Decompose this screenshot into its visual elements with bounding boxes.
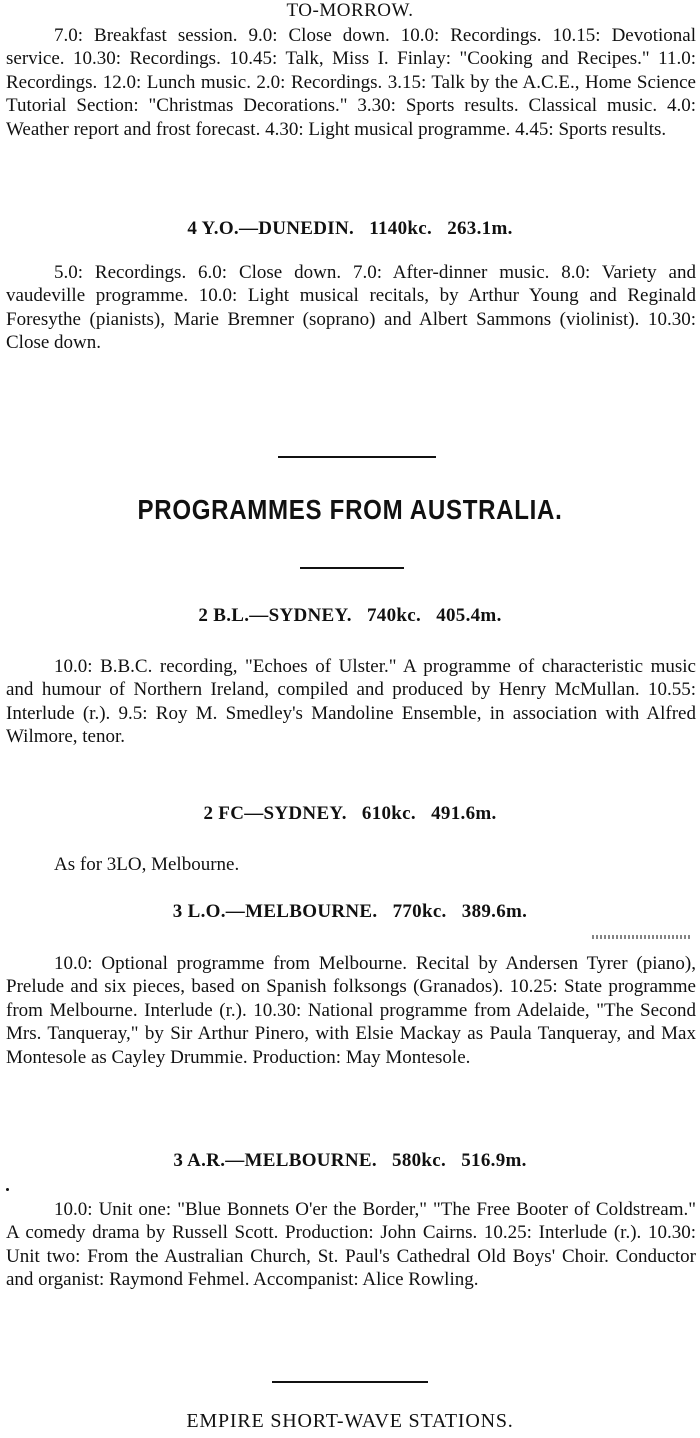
station-name: 2 FC—SYDNEY.: [203, 803, 347, 824]
3ar-schedule-paragraph: 10.0: Unit one: "Blue Bonnets O'er the Border," "The Free Booter of Coldstream." A comedy drama by Russell Scott. Production: John Cairns. 10.25: Interlude (r.). 10.30: Unit two: From the Australian Church, St. Paul's Cathedral Old Boys' Choir. Conductor and organist: Raymond Fehmel. Accompanist: Alice Rowling.: [6, 1199, 696, 1291]
station-frequency: 610kc.: [361, 803, 416, 824]
station-heading-dunedin: [0, 218, 700, 240]
station-wavelength: 516.9m.: [461, 1150, 527, 1171]
station-wavelength: 405.4m.: [436, 605, 502, 626]
station-heading-2bl-sydney: [0, 605, 700, 627]
3lo-schedule-paragraph: 10.0: Optional programme from Melbourne. Recital by Andersen Tyrer (piano), Prelude and six pieces, based on Spanish folksongs (Granados). 10.25: State programme from Melbourne. Interlude (r.). 10.30: National programme from Adelaide, "The Second Mrs. Tanqueray," by Sir Arthur Pinero, with Elsie Mackay as Paula Tanqueray, and Max Montesole as Cayley Drummie. Production: May Montesole.: [6, 953, 696, 1068]
print-speck: [6, 1188, 9, 1191]
station-name: 4 Y.O.—DUNEDIN.: [187, 218, 355, 239]
page-heading: TO-MORROW.: [286, 0, 414, 21]
2fc-schedule-paragraph: As for 3LO, Melbourne.: [54, 854, 240, 875]
station-frequency: 740kc.: [366, 605, 422, 626]
station-frequency: 1140kc.: [369, 218, 433, 239]
print-smudge: [592, 935, 692, 939]
australia-heading: PROGRAMMES FROM AUSTRALIA.: [137, 494, 563, 525]
station-wavelength: 389.6m.: [461, 901, 528, 922]
station-heading-3lo-melbourne: [0, 901, 700, 923]
station-wavelength: 491.6m.: [431, 803, 497, 824]
2bl-schedule-paragraph: 10.0: B.B.C. recording, "Echoes of Ulster." A programme of characteristic music and humour of Northern Ireland, compiled and produced by Henry McMullan. 10.55: Interlude (r.). 9.5: Roy M. Smedley's Mandoline Ensemble, in association with Alfred Wilmore, tenor.: [6, 656, 696, 748]
empire-heading: EMPIRE SHORT-WAVE STATIONS.: [186, 1410, 514, 1432]
section-divider: [300, 567, 404, 569]
station-name: 2 B.L.—SYDNEY.: [198, 605, 352, 626]
dunedin-schedule-paragraph: 5.0: Recordings. 6.0: Close down. 7.0: After-dinner music. 8.0: Variety and vaudeville programme. 10.0: Light musical recitals, by Arthur Young and Reginald Foresythe (pianists), Marie Bremner (soprano) and Albert Sammons (violinist). 10.30: Close down.: [6, 262, 696, 354]
station-name: 3 L.O.—MELBOURNE.: [172, 901, 378, 922]
station-frequency: 580kc.: [392, 1150, 447, 1171]
section-divider: [278, 456, 436, 458]
section-divider: [272, 1381, 428, 1383]
station-name: 3 A.R.—MELBOURNE.: [173, 1150, 377, 1171]
station-heading-3ar-melbourne: [0, 1150, 700, 1172]
intro-schedule-paragraph: 7.0: Breakfast session. 9.0: Close down. 10.0: Recordings. 10.15: Devotional service. 10.30: Recordings. 10.45: Talk, Miss I. Finlay: "Cooking and Recipes." 11.0: Recordings. 12.0: Lunch music. 2.0: Recordings. 3.15: Talk by the A.C.E., Home Science Tutorial Section: "Christmas Decorations." 3.30: Sports results. Classical music. 4.0: Weather report and frost forecast. 4.30: Light musical programme. 4.45: Sports results.: [6, 25, 696, 140]
station-wavelength: 263.1m.: [447, 218, 513, 239]
station-frequency: 770kc.: [392, 901, 447, 922]
station-heading-2fc-sydney: [0, 803, 700, 825]
